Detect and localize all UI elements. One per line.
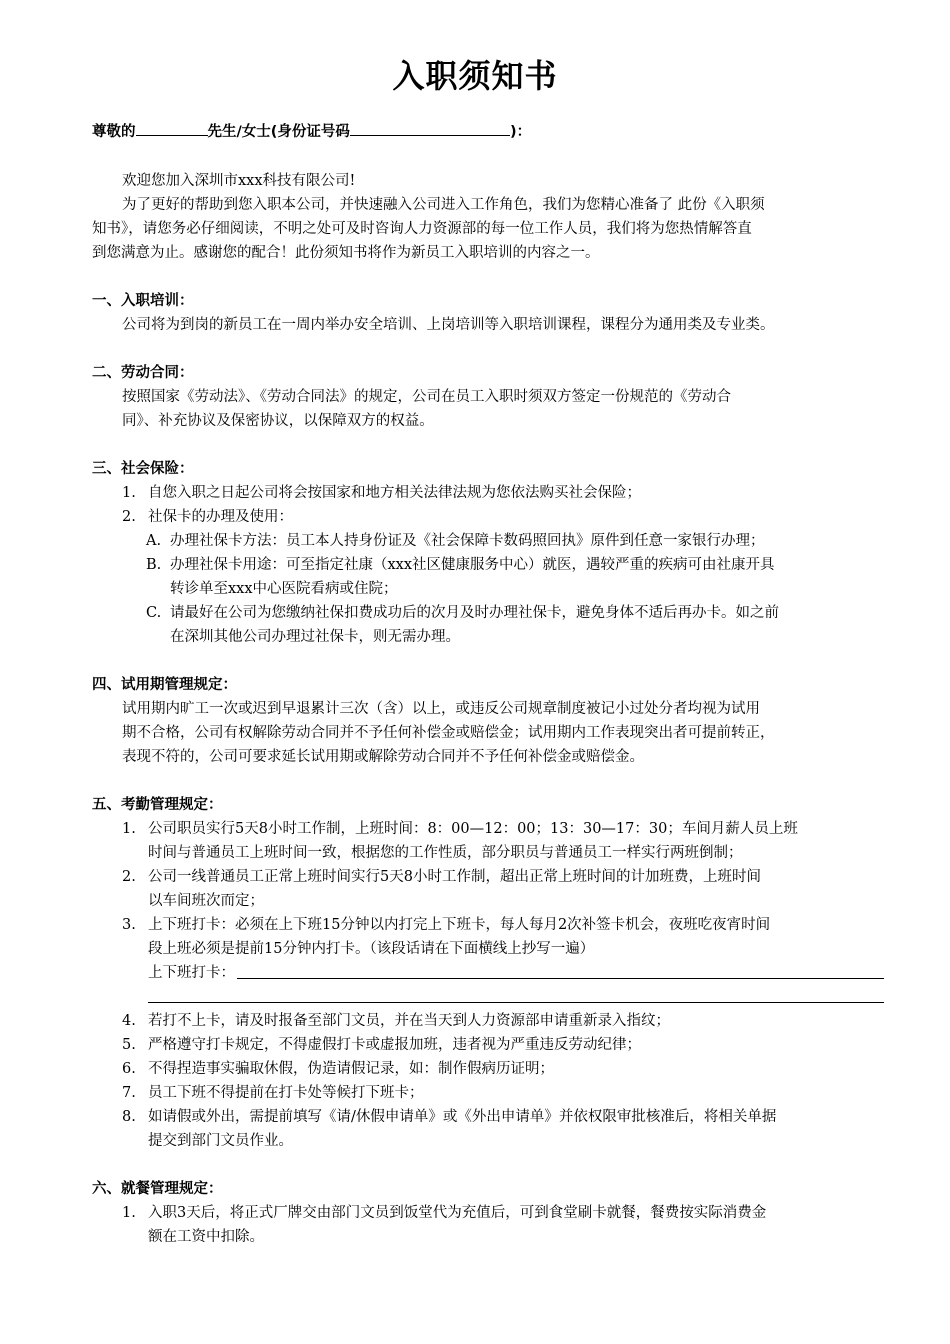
list-item: 2. 公司一线普通员工正常上班时间实行5天8小时工作制，超出正常上班时间的计加班费，上班时间 以车间班次而定；: [122, 869, 761, 909]
section-heading: 五、考勤管理规定：: [92, 797, 223, 813]
section-dining: [92, 1177, 884, 1249]
section-text-line: 按照国家《劳动法》、《劳动合同法》的规定，公司在员工入职时须双方签定一份规范的《劳动合: [122, 389, 731, 405]
section-heading: 二、劳动合同：: [92, 365, 194, 381]
copy-label: 上下班打卡：: [148, 965, 235, 981]
copy-blank-line-2[interactable]: [148, 1002, 884, 1003]
greeting-suffix: )：: [509, 124, 532, 140]
list-item: 5. 严格遵守打卡规定，不得虚假打卡或虚报加班，违者视为严重违反劳动纪律；: [122, 1037, 641, 1053]
greeting-prefix: 尊敬的: [92, 124, 136, 140]
section-heading: 一、入职培训：: [92, 293, 194, 309]
section-probation: [92, 673, 884, 769]
list-item: 4. 若打不上卡，请及时报备至部门文员，并在当天到人力资源部申请重新录入指纹；: [122, 1013, 670, 1029]
numbered-list: [92, 817, 884, 1153]
section-text-line: 表现不符的，公司可要求延长试用期或解除劳动合同并不予任何补偿金或赔偿金。: [122, 749, 644, 765]
section-text-line: 期不合格，公司有权解除劳动合同并不予任何补偿金或赔偿金；试用期内工作表现突出者可提前转正，: [122, 725, 775, 741]
list-item: 8. 如请假或外出，需提前填写《请/休假申请单》或《外出申请单》并依权限审批核准后，将相关单据 提交到部门文员作业。: [122, 1109, 777, 1149]
greeting-line: [92, 120, 531, 144]
list-item: B. 办理社保卡用途：可至指定社康（xxx社区健康服务中心）就医，遇较严重的疾病可由社康开具 转诊单至xxx中心医院看病或住院；: [146, 557, 775, 597]
section-social-insurance: [92, 457, 884, 649]
list-item: 1. 公司职员实行5天8小时工作制，上班时间：8：00—12：00；13：30—17：30；车间月薪人员上班 时间与普通员工上班时间一致，根据您的工作性质，部分职员与普通员工一样实行两班倒制；: [122, 821, 798, 861]
copy-row: [148, 961, 884, 985]
list-item: 1. 自您入职之日起公司将会按国家和地方相关法律法规为您依法购买社会保险；: [122, 485, 641, 501]
numbered-list: [92, 1201, 884, 1249]
list-item: 2. 社保卡的办理及使用：: [122, 509, 293, 525]
copy-row-2: [148, 985, 884, 1009]
list-item: 1. 入职3天后，将正式厂牌交由部门文员到饭堂代为充值后，可到食堂刷卡就餐，餐费按实际消费金 额在工资中扣除。: [122, 1205, 767, 1245]
lettered-list: [92, 529, 884, 649]
intro-line-3: 到您满意为止。感谢您的配合！此份须知书将作为新员工入职培训的内容之一。: [92, 245, 600, 261]
document-title: 入职须知书: [392, 57, 558, 95]
intro-line-2: 知书》，请您务必仔细阅读，不明之处可及时咨询人力资源部的每一位工作人员，我们将为您热情解答直: [92, 221, 752, 237]
section-text-line: 试用期内旷工一次或迟到早退累计三次（含）以上，或违反公司规章制度被记小过处分者均视为试用: [122, 701, 760, 717]
welcome-line: 欢迎您加入深圳市xxx科技有限公司!: [122, 173, 356, 189]
name-blank[interactable]: [136, 120, 208, 136]
numbered-list: [92, 481, 884, 529]
list-item: A. 办理社保卡方法：员工本人持身份证及《社会保障卡数码照回执》原件到任意一家银行办理；: [146, 533, 765, 549]
list-item: C. 请最好在公司为您缴纳社保扣费成功后的次月及时办理社保卡，避免身体不适后再办卡。如之前 在深圳其他公司办理过社保卡，则无需办理。: [146, 605, 779, 645]
section-text-line: 同》、补充协议及保密协议，以保障双方的权益。: [122, 413, 434, 429]
list-item: 3. 上下班打卡：必须在上下班15分钟以内打完上下班卡，每人每月2次补签卡机会，夜班吃夜宵时间 段上班必须是提前15分钟内打卡。（该段话请在下面横线上抄写一遍） 上下班打卡：: [92, 913, 884, 1009]
section-heading: 四、试用期管理规定：: [92, 677, 237, 693]
copy-blank-line-1[interactable]: [237, 978, 884, 979]
list-item: 7. 员工下班不得提前在打卡处等候打下班卡；: [122, 1085, 424, 1101]
id-number-blank[interactable]: [350, 120, 510, 136]
intro-block: [92, 169, 884, 265]
section-heading: 六、就餐管理规定：: [92, 1181, 223, 1197]
section-text: 公司将为到岗的新员工在一周内举办安全培训、上岗培训等入职培训课程，课程分为通用类及专业类。: [122, 317, 775, 333]
section-attendance: [92, 793, 884, 1153]
section-training: [92, 289, 884, 337]
section-heading: 三、社会保险：: [92, 461, 194, 477]
greeting-middle: 先生/女士(身份证号码: [207, 124, 350, 140]
document-body: [92, 169, 884, 1249]
intro-line-1: 为了更好的帮助到您入职本公司，并快速融入公司进入工作角色，我们为您精心准备了 此份《入职须: [122, 197, 765, 213]
section-contract: [92, 361, 884, 433]
list-item: 6. 不得捏造事实骗取休假，伪造请假记录，如：制作假病历证明；: [122, 1061, 554, 1077]
